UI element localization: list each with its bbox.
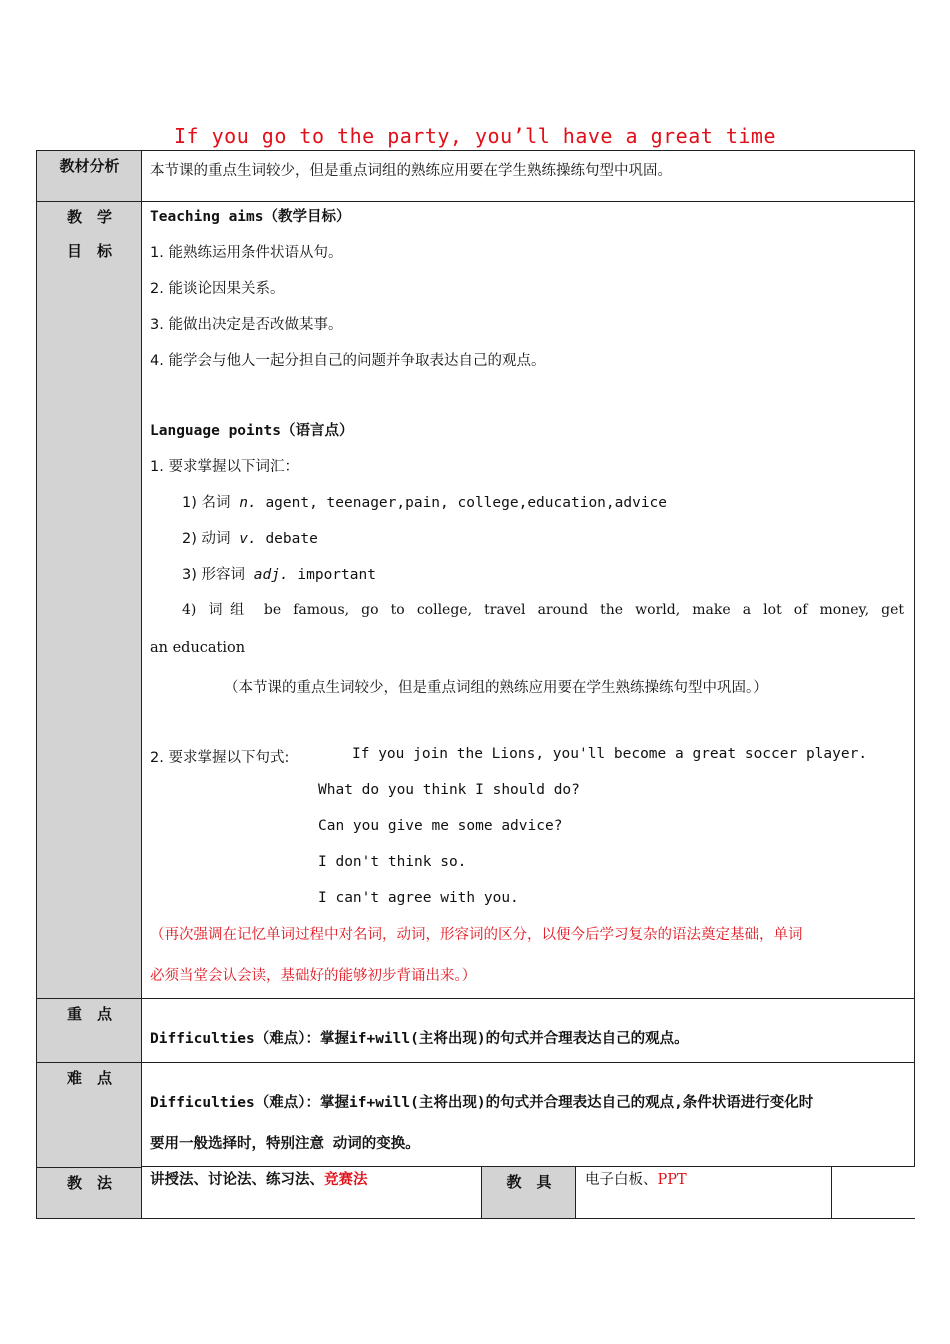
sentence-pattern: What do you think I should do?	[318, 782, 580, 798]
methods-text-black: 讲授法、讨论法、练习法、	[150, 1172, 324, 1188]
sentence-pattern: I don't think so.	[318, 854, 467, 870]
tools-content-cell	[575, 1167, 832, 1219]
analysis-label-cell	[36, 150, 141, 201]
emphasis-note-line2: 必须当堂会认会读，基础好的能够初步背诵出来。）	[150, 968, 477, 984]
analysis-text: 本节课的重点生词较少，但是重点词组的熟练应用要在学生熟练操练句型中巩固。	[150, 163, 672, 179]
key-point-text: Difficulties（难点）：掌握if+will(主将出现)的句式并合理表达自己的观点。	[150, 1031, 689, 1047]
teaching-aim-item: 4. 能学会与他人一起分担自己的问题并争取表达自己的观点。	[150, 353, 546, 369]
adj-words: important	[297, 567, 376, 583]
aims-row	[36, 201, 915, 998]
teaching-aim-item: 1. 能熟练运用条件状语从句。	[150, 245, 343, 261]
sentence-pattern: I can't agree with you.	[318, 890, 519, 906]
verb-words: debate	[265, 531, 318, 547]
key-point-label-cell	[36, 998, 141, 1062]
methods-content-cell	[141, 1167, 481, 1219]
difficult-point-text-line1: Difficulties（难点）：掌握if+will(主将出现)的句式并合理表达自己的观点,条件状语进行变化时	[150, 1095, 814, 1111]
aims-label-line1: 教 学	[66, 208, 112, 226]
aims-label-line2: 目 标	[66, 242, 112, 260]
methods-label-cell	[36, 1167, 141, 1219]
key-point-row	[36, 998, 915, 1062]
vocab-adj-line	[182, 563, 376, 584]
tools-label-cell	[481, 1167, 575, 1219]
adj-label: 3) 形容词	[182, 567, 245, 583]
key-point-label: 重 点	[66, 1005, 112, 1023]
aims-label-cell	[36, 201, 141, 998]
sentence-patterns-label: 2. 要求掌握以下句式:	[150, 750, 290, 766]
analysis-content-cell	[141, 150, 915, 201]
vocab-note: （本节课的重点生词较少，但是重点词组的熟练应用要在学生熟练操练句型中巩固。）	[224, 680, 768, 696]
noun-words: agent, teenager,pain, college,education,advice	[265, 495, 668, 511]
difficult-point-label: 难 点	[66, 1069, 112, 1087]
tools-text-red: PPT	[657, 1172, 687, 1188]
analysis-label: 教材分析	[59, 157, 120, 175]
emphasis-note-line1: （再次强调在记忆单词过程中对名词，动词，形容词的区分，以便今后学习复杂的语法奠定基础，单词	[150, 927, 803, 943]
tools-trailing-line	[832, 1218, 915, 1219]
vocab-phrase-line-cont: an education	[150, 640, 246, 656]
methods-text	[150, 1168, 368, 1189]
tools-text-black: 电子白板、	[585, 1172, 658, 1188]
vocab-verb-line	[182, 527, 318, 548]
teaching-aim-item: 2. 能谈论因果关系。	[150, 281, 285, 297]
tools-label: 教 具	[506, 1173, 552, 1191]
tools-text	[585, 1168, 687, 1189]
sentence-pattern: Can you give me some advice?	[318, 818, 563, 834]
vocab-intro: 1. 要求掌握以下词汇：	[150, 459, 299, 475]
lesson-title: If you go to the party, you’ll have a great time	[174, 124, 776, 148]
difficult-point-row	[36, 1062, 915, 1167]
adj-pos: adj.	[253, 567, 289, 583]
teaching-aims-heading: Teaching aims（教学目标）	[150, 209, 351, 225]
vocab-noun-line	[182, 491, 667, 512]
verb-label: 2) 动词	[182, 531, 231, 547]
verb-pos: v.	[239, 531, 257, 547]
sentence-pattern: If you join the Lions, you'll become a great soccer player.	[352, 746, 868, 762]
language-points-heading: Language points（语言点）	[150, 423, 354, 439]
methods-row	[36, 1167, 915, 1219]
noun-pos: n.	[239, 495, 257, 511]
sentence-patterns-intro	[150, 746, 289, 767]
methods-label: 教 法	[66, 1174, 112, 1192]
noun-label: 1) 名词	[182, 495, 231, 511]
methods-text-red: 竞赛法	[324, 1172, 368, 1188]
analysis-row	[36, 150, 915, 201]
teaching-aim-item: 3. 能做出决定是否改做某事。	[150, 317, 343, 333]
difficult-point-text-line2: 要用一般选择时，特别注意 动词的变换。	[150, 1136, 420, 1152]
vocab-phrase-line: 4) 词组 be famous, go to college, travel around the world, make a lot of money, get	[182, 602, 904, 618]
difficult-point-label-cell	[36, 1062, 141, 1167]
